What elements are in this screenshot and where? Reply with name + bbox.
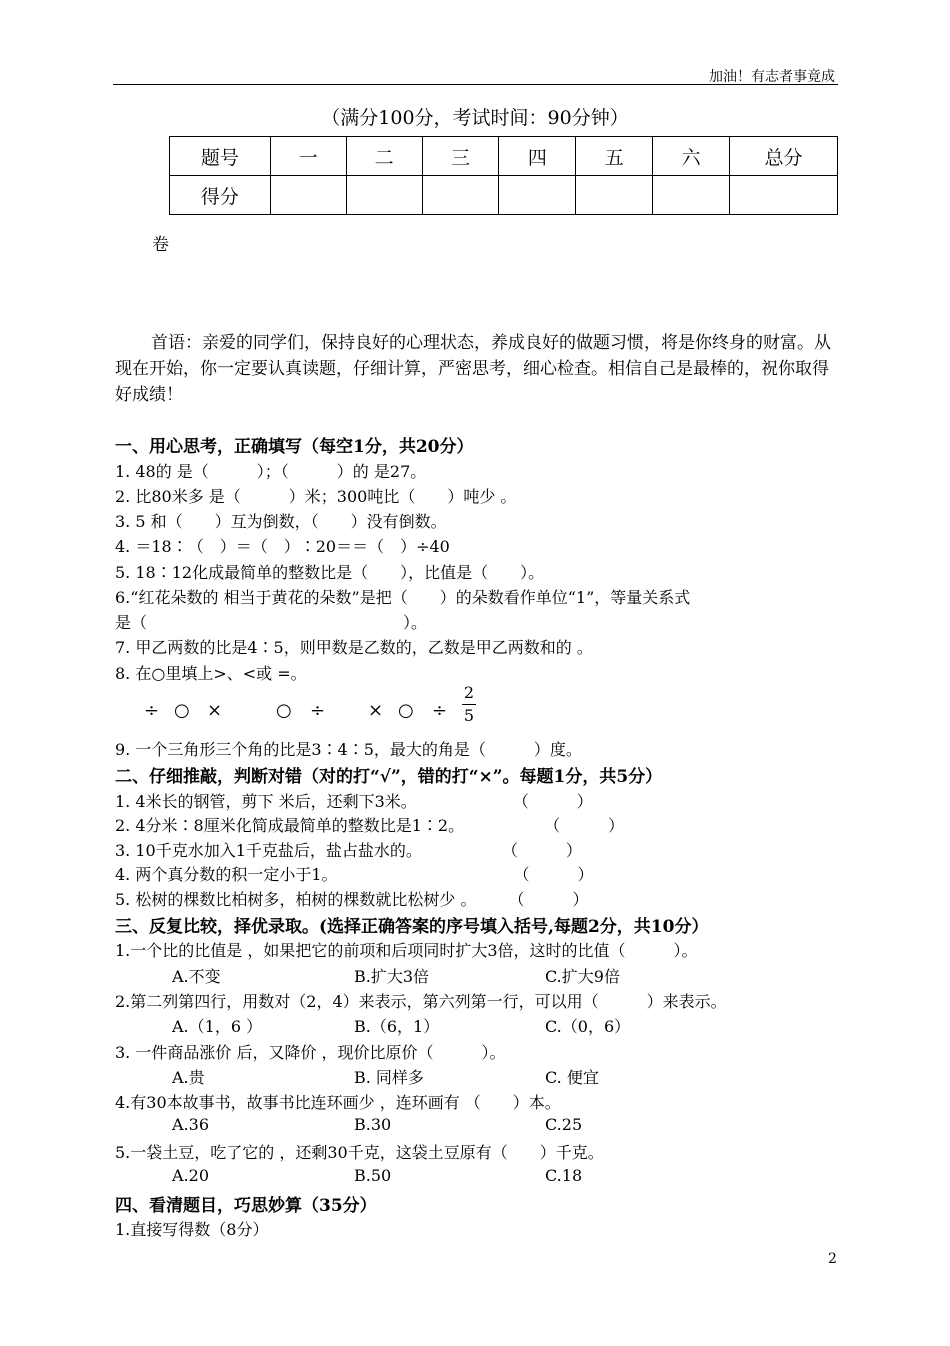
compare-symbol: × [368,700,384,721]
fraction-denominator: 5 [463,706,475,725]
section-2-title: 二、仔细推敲，判断对错（对的打“√”，错的打“×”。每题1分，共5分） [115,767,663,787]
option-a[interactable]: A.（1，6 ） [172,1017,263,1036]
score-header-cell: 四 [499,137,576,176]
compare-circle[interactable]: ○ [398,700,414,721]
option-b[interactable]: B. 同样多 [354,1068,424,1087]
compare-circle[interactable]: ○ [174,700,190,721]
score-header-cell: 二 [346,137,422,176]
score-cell[interactable] [270,176,346,215]
section-1-title: 一、用心思考，正确填写（每空1分，共20分） [115,437,474,457]
question-line: 5.一袋土豆，吃了它的 ，还剩30千克，这袋土豆原有（ ）千克。 [115,1143,604,1162]
option-a[interactable]: A.贵 [172,1068,205,1087]
question-line: 4. 两个真分数的积一定小于1。 （ ） [115,865,594,884]
score-table-score-row [170,176,838,215]
option-c[interactable]: C.（0，6） [545,1017,631,1036]
question-line: 2. 比80米多 是（ ）米；300吨比（ ）吨少 。 [115,487,517,506]
question-line: 5. 18∶12化成最简单的整数比是（ ），比值是（ ）。 [115,563,545,582]
question-line: 2. 4分米∶8厘米化简成最简单的整数比是1∶2。 （ ） [115,816,625,835]
question-line: 9. 一个三角形三个角的比是3∶4∶5，最大的角是（ ）度。 [115,740,582,759]
compare-symbol: ÷ [144,700,160,721]
score-header-cell: 五 [576,137,653,176]
question-line: 3. 5 和（ ）互为倒数，（ ）没有倒数。 [115,512,447,531]
option-c[interactable]: C.扩大9倍 [545,967,620,986]
score-header-cell: 三 [422,137,499,176]
question-line: 3. 一件商品涨价 后，又降价 ，现价比原价（ ）。 [115,1043,506,1062]
question-line: 4. ＝18∶（ ）＝（ ）∶20＝＝（ ）÷40 [115,537,450,556]
option-b[interactable]: B.扩大3倍 [354,967,430,986]
option-a[interactable]: A.20 [172,1166,209,1185]
section-3-title: 三、反复比较，择优录取。(选择正确答案的序号填入括号,每题2分，共10分） [115,917,709,937]
juan-label: 卷 [152,235,169,255]
fraction-bar [462,704,476,705]
question-line: 是（ ）。 [115,613,428,632]
compare-circle[interactable]: ○ [276,700,292,721]
option-a[interactable]: A.不变 [172,967,221,986]
fraction-numerator: 2 [463,683,475,702]
section-4-title: 四、看清题目，巧思妙算（35分） [115,1196,377,1216]
score-cell[interactable] [576,176,653,215]
page-number: 2 [828,1251,837,1267]
question-line: 2.第二列第四行，用数对（2，4）来表示，第六列第一行，可以用（ ）来表示。 [115,992,727,1011]
option-b[interactable]: B.30 [354,1115,392,1134]
subsection-line: 1.直接写得数（8分） [115,1220,269,1239]
question-line: 3. 10千克水加入1千克盐后，盐占盐水的。 （ ） [115,841,582,860]
question-line: 4.有30本故事书，故事书比连环画少 ，连环画有 （ ）本。 [115,1093,561,1112]
question-line: 8. 在○里填上>、<或 =。 [115,664,307,683]
compare-symbol: × [207,700,223,721]
question-line: 6.“红花朵数的 相当于黄花的朵数”是把（ ）的朵数看作单位“1”，等量关系式 [115,588,691,607]
option-b[interactable]: B.（6，1） [354,1017,440,1036]
question-line: 1. 4米长的钢管，剪下 米后，还剩下3米。 （ ） [115,792,593,811]
score-cell[interactable] [499,176,576,215]
score-table [169,136,838,215]
question-line: 5. 松树的棵数比柏树多，柏树的棵数就比松树少 。 （ ） [115,890,589,909]
header-rule [113,84,838,85]
score-header-cell: 总分 [730,137,838,176]
score-header-cell: 题号 [170,137,271,176]
score-cell[interactable] [653,176,730,215]
option-c[interactable]: C.18 [545,1166,583,1185]
score-cell[interactable] [346,176,422,215]
question-line: 1. 48的 是（ ）；（ ）的 是27。 [115,462,427,481]
intro-paragraph: 首语：亲爱的同学们，保持良好的心理状态，养成良好的做题习惯，将是你终身的财富。从现在开始，你一定要认真读题，仔细计算，严密思考，细心检查。相信自己是最棒的，祝你取得好成绩！ [115,333,831,405]
score-header-cell: 一 [270,137,346,176]
header-motto: 加油！有志者事竟成 [709,69,835,85]
option-c[interactable]: C.25 [545,1115,583,1134]
page-header [0,66,950,86]
compare-symbol: ÷ [432,700,448,721]
fraction [462,684,476,725]
score-table-header-row [170,137,838,176]
score-row-label: 得分 [170,176,271,215]
score-header-cell: 六 [653,137,730,176]
question-line: 1.一个比的比值是 ，如果把它的前项和后项同时扩大3倍，这时的比值（ ）。 [115,941,698,960]
question-line: 7. 甲乙两数的比是4∶5，则甲数是乙数的，乙数是甲乙两数和的 。 [115,638,593,657]
option-c[interactable]: C. 便宜 [545,1068,599,1087]
score-cell[interactable] [730,176,838,215]
option-b[interactable]: B.50 [354,1166,392,1185]
score-cell[interactable] [422,176,499,215]
compare-symbol: ÷ [310,700,326,721]
exam-subtitle: （满分100分，考试时间：90分钟） [321,107,629,129]
option-a[interactable]: A.36 [172,1115,209,1134]
